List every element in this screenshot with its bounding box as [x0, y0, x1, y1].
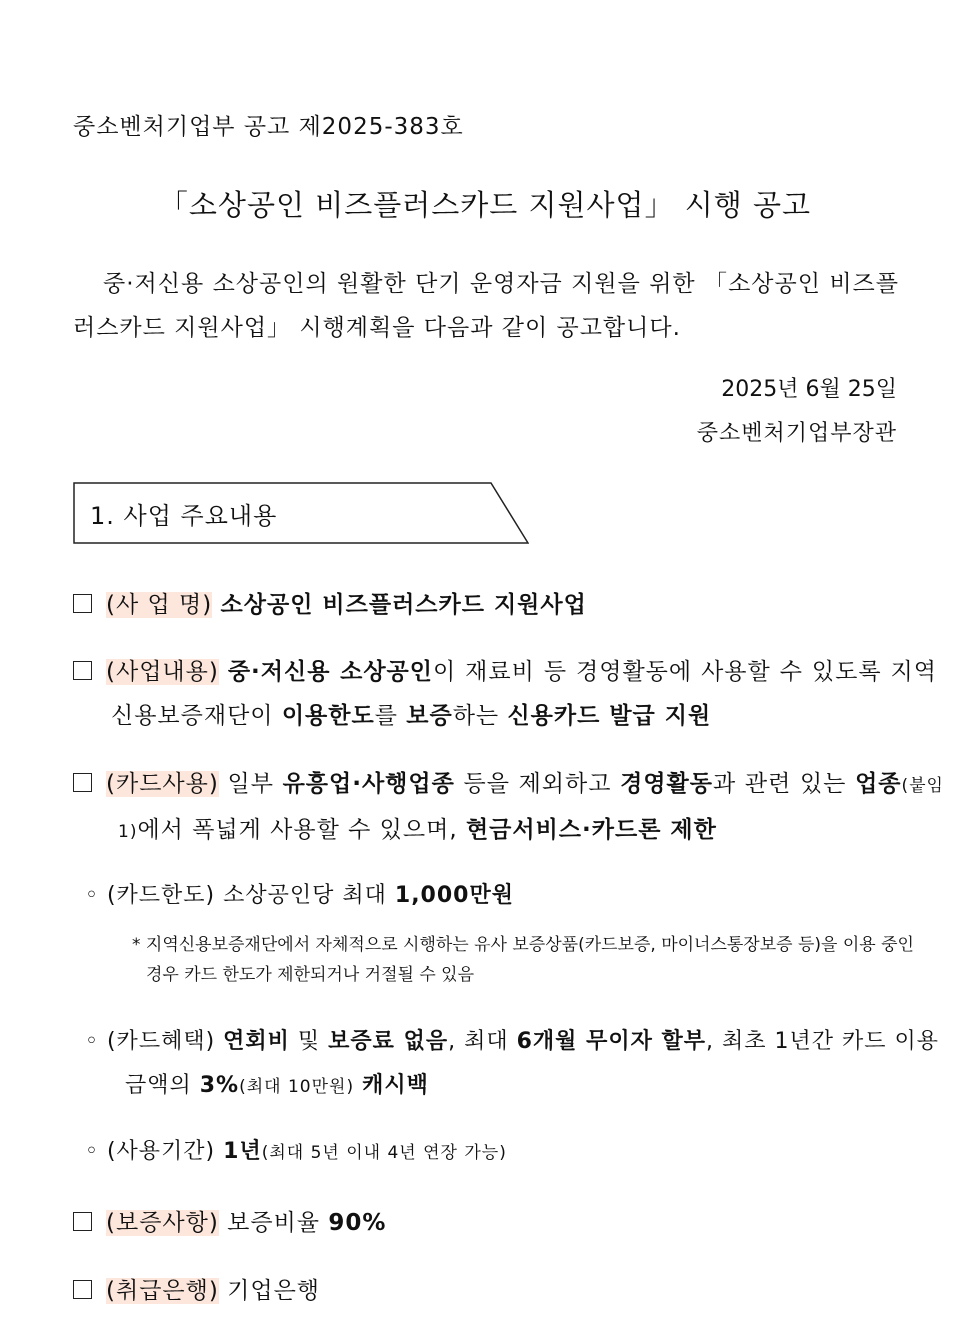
text	[354, 1073, 362, 1098]
bold-text: 유흥업·사행업종	[282, 771, 455, 797]
item-card-usage	[73, 762, 944, 854]
item-bank	[73, 1272, 320, 1305]
item-tag: (사 업 명)	[106, 592, 213, 618]
bold-text: 신용카드 발급 지원	[507, 703, 712, 729]
text: 하는	[452, 703, 508, 729]
square-bullet-icon	[73, 594, 92, 613]
text: ◦ (카드한도) 소상공인당 최대	[85, 883, 395, 908]
item-business-name	[73, 586, 587, 619]
text: 기업은행	[218, 1278, 321, 1304]
item-value: 소상공인 비즈플러스카드 지원사업	[220, 592, 587, 618]
item-tag: (카드사용)	[106, 771, 219, 797]
square-bullet-icon	[73, 1212, 92, 1231]
bold-text: 중·저신용 소상공인	[227, 659, 433, 685]
bold-text: 90%	[328, 1210, 387, 1236]
text: ◦ (카드혜택)	[85, 1029, 224, 1054]
text: 및	[289, 1029, 329, 1054]
item-business-content	[73, 650, 937, 738]
item-card-benefit	[85, 1020, 939, 1109]
bold-text: 경영활동	[620, 771, 713, 797]
bold-text: 이용한도	[281, 703, 375, 729]
text: , 최초 1년간 카드 이용금액의	[125, 1029, 940, 1098]
square-bullet-icon	[73, 1280, 92, 1299]
bold-text: 3%	[199, 1073, 240, 1098]
text: , 최대	[448, 1029, 517, 1054]
limit-footnote: * 지역신용보증재단에서 자체적으로 시행하는 유사 보증상품(카드보증, 마이너스통장보증 등)을 이용 중인 경우 카드 한도가 제한되거나 거절될 수 있음	[132, 935, 914, 985]
text: 일부	[218, 771, 283, 797]
text: 등을 제외하고	[454, 771, 621, 797]
small-text: (최대 5년 이내 4년 연장 가능)	[261, 1143, 507, 1163]
bold-text: 보증	[406, 703, 453, 729]
item-tag: (보증사항)	[106, 1210, 219, 1236]
bold-text: 연회비	[223, 1029, 290, 1054]
small-text: (최대 10만원)	[239, 1077, 355, 1097]
square-bullet-icon	[73, 773, 92, 792]
text: 과 관련 있는	[713, 771, 856, 797]
bold-text: 1년	[223, 1139, 262, 1164]
issuer: 중소벤처기업부장관	[696, 421, 897, 446]
text: 이 재료비 등 경영활동에 사용할 수 있도록 지역신용보증재단이	[111, 659, 937, 729]
bold-text: 1,000만원	[394, 883, 514, 908]
bold-text: 업종	[855, 771, 902, 797]
notice-number: 중소벤처기업부 공고 제2025-383호	[73, 114, 464, 140]
section-title: 1. 사업 주요내용	[90, 502, 278, 530]
item-tag: (사업내용)	[106, 659, 219, 685]
bold-text: 보증료 없음	[328, 1029, 449, 1054]
item-tag: (취급은행)	[106, 1278, 219, 1304]
bold-text: 캐시백	[362, 1073, 429, 1098]
small-text: (붙임1)	[118, 776, 944, 842]
intro-paragraph: 중·저신용 소상공인의 원활한 단기 운영자금 지원을 위한 「소상공인 비즈플러스카드 지원사업」 시행계획을 다음과 같이 공고합니다.	[73, 271, 899, 341]
bold-text: 6개월 무이자 할부	[516, 1029, 707, 1054]
notice-date: 2025년 6월 25일	[721, 377, 897, 402]
bold-text: 현금서비스·카드론 제한	[465, 817, 717, 843]
item-guarantee	[73, 1204, 386, 1237]
page-title: 「소상공인 비즈플러스카드 지원사업」 시행 공고	[158, 188, 812, 222]
item-card-limit	[85, 878, 514, 909]
square-bullet-icon	[73, 661, 92, 680]
text: 를	[374, 703, 407, 729]
text: 보증비율	[218, 1210, 329, 1236]
text: 에서 폭넓게 사용할 수 있으며,	[137, 817, 466, 843]
text: ◦ (사용기간)	[85, 1139, 224, 1164]
item-usage-period	[85, 1134, 507, 1165]
